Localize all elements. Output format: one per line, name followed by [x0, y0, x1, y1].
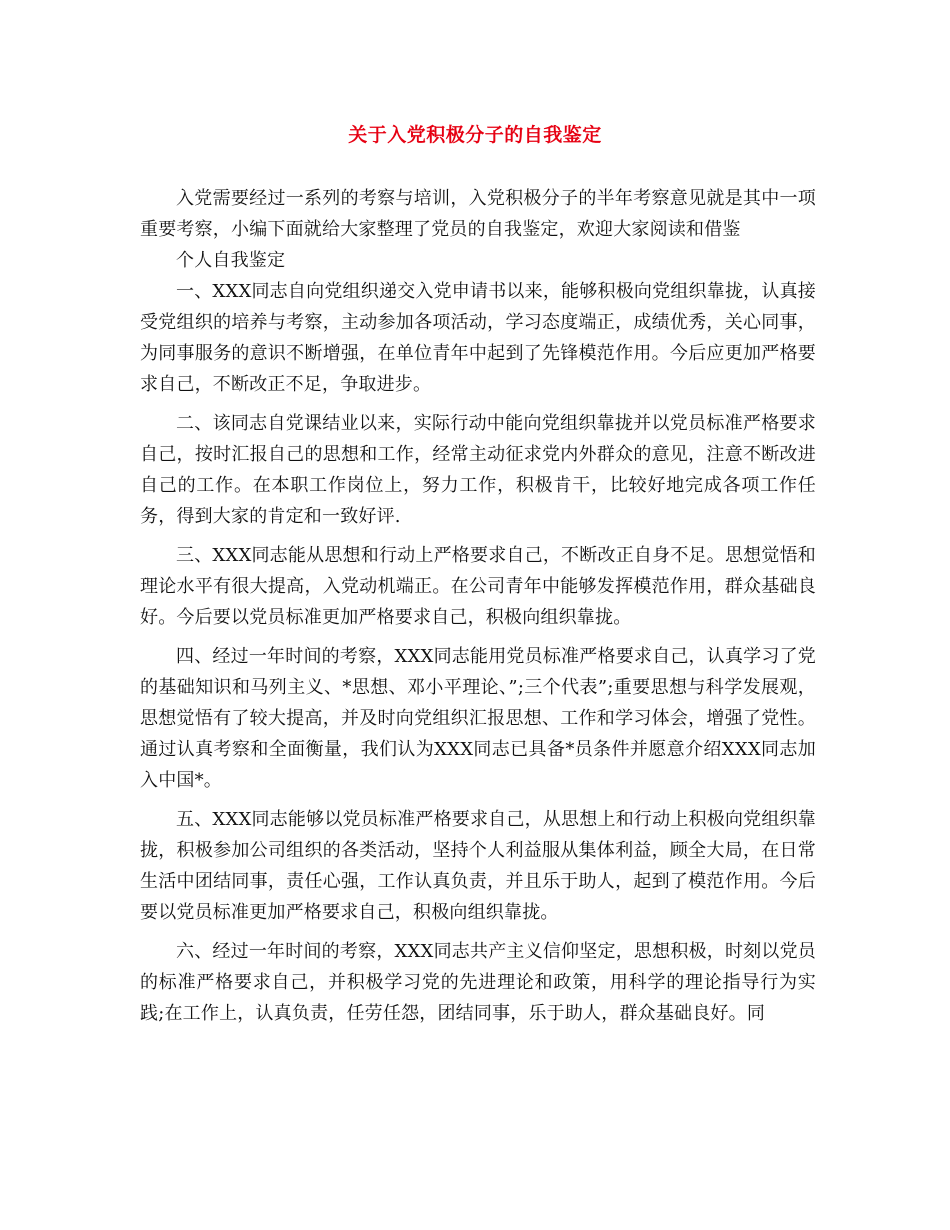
document-title: 关于入党积极分子的自我鉴定 [348, 124, 602, 146]
paragraph-2: 二、该同志自党课结业以来，实际行动中能向党组织靠拢并以党员标准严格要求自己，按时汇报自己的思想和工作，经常主动征求党内外群众的意见，注意不断改进自己的工作。在本职工作岗位上，努力工作，积极肯干，比较好地完成各项工作任务，得到大家的肯定和一致好评. [140, 413, 816, 527]
intro-paragraph: 入党需要经过一系列的考察与培训，入党积极分子的半年考察意见就是其中一项重要考察，小编下面就给大家整理了党员的自我鉴定，欢迎大家阅读和借鉴 [140, 188, 816, 240]
section-heading: 个人自我鉴定 [176, 250, 286, 271]
paragraph-1: 一、XXX同志自向党组织递交入党申请书以来，能够积极向党组织靠拢，认真接受党组织的培养与考察，主动参加各项活动，学习态度端正，成绩优秀，关心同事，为同事服务的意识不断增强，在单位青年中起到了先锋模范作用。今后应更加严格要求自己，不断改正不足，争取进步。 [140, 281, 816, 395]
paragraph-6: 六、经过一年时间的考察，XXX同志共产主义信仰坚定，思想积极，时刻以党员的标准严格要求自己，并积极学习党的先进理论和政策，用科学的理论指导行为实践;在工作上，认真负责，任劳任怨，团结同事，乐于助人，群众基础良好。同 [140, 941, 816, 1024]
paragraph-5: 五、XXX同志能够以党员标准严格要求自己，从思想上和行动上积极向党组织靠拢，积极参加公司组织的各类活动，坚持个人利益服从集体利益，顾全大局，在日常生活中团结同事，责任心强，工作认真负责，并且乐于助人，起到了模范作用。今后要以党员标准更加严格要求自己，积极向组织靠拢。 [140, 809, 816, 923]
paragraph-3: 三、XXX同志能从思想和行动上严格要求自己，不断改正自身不足。思想觉悟和理论水平有很大提高，入党动机端正。在公司青年中能够发挥模范作用，群众基础良好。今后要以党员标准更加严格要求自己，积极向组织靠拢。 [140, 545, 816, 628]
document-body [140, 183, 816, 1029]
paragraph-4: 四、经过一年时间的考察，XXX同志能用党员标准严格要求自己，认真学习了党的基础知识和马列主义、*思想、邓小平理论、”;三个代表”;重要思想与科学发展观，思想觉悟有了较大提高，并及时向党组织汇报思想、工作和学习体会，增强了党性。通过认真考察和全面衡量，我们认为XXX同志已具备*员条件并愿意介绍XXX同志加入中国*。 [140, 646, 816, 791]
